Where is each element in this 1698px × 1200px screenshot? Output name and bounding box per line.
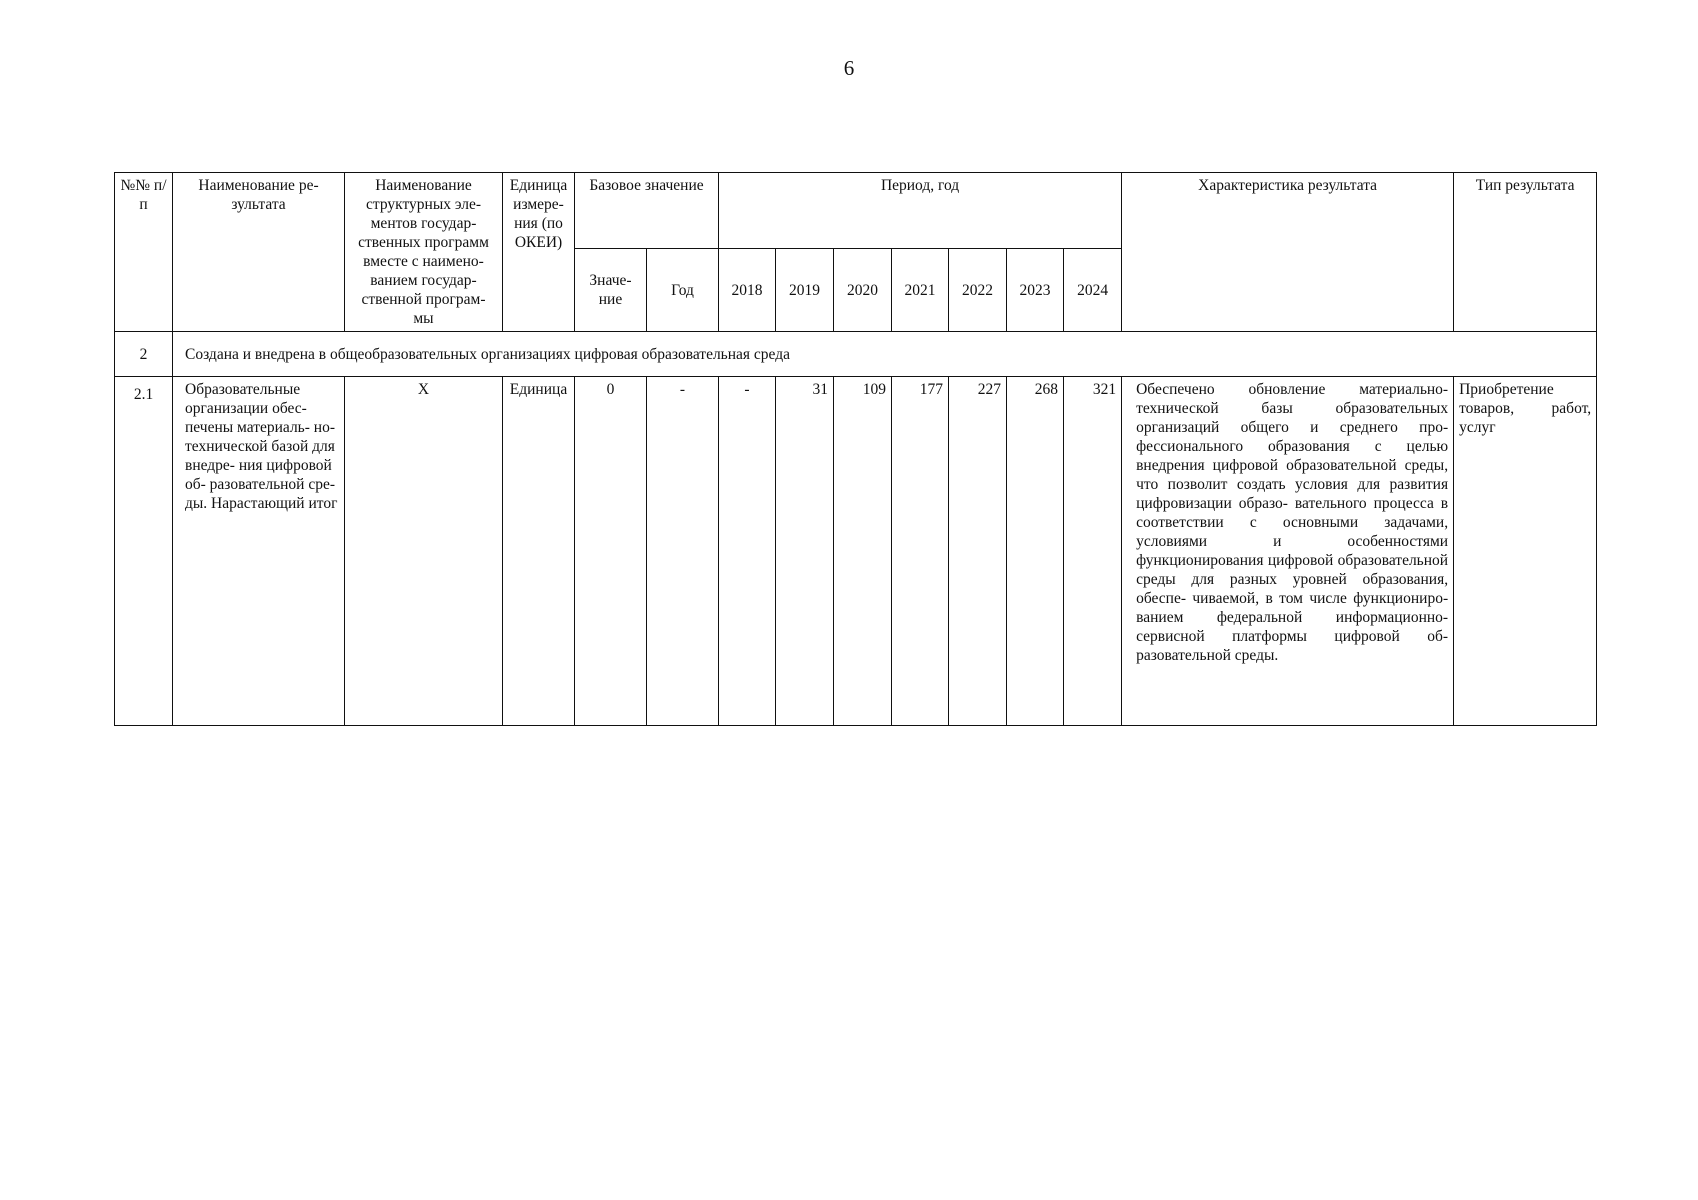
page-number: 6	[843, 56, 855, 80]
header-structural-elements: Наименование структурных эле- ментов государ- ственных программ вместе с наимено- ванием государ- ственной програм- мы	[345, 173, 503, 332]
row-value-2020: 109	[834, 377, 892, 726]
row-value-2023: 268	[1007, 377, 1064, 726]
header-year-2022: 2022	[949, 249, 1007, 332]
section-title: Создана и внедрена в общеобразовательных организациях цифровая образовательная среда	[173, 332, 1597, 377]
header-year-2023: 2023	[1007, 249, 1064, 332]
section-num: 2	[115, 332, 173, 377]
header-result-name: Наименование ре- зультата	[173, 173, 345, 332]
row-unit: Единица	[503, 377, 575, 726]
header-period: Период, год	[719, 173, 1122, 249]
header-year-2018: 2018	[719, 249, 776, 332]
header-year-2019: 2019	[776, 249, 834, 332]
row-structural-elements: X	[345, 377, 503, 726]
row-value-2022: 227	[949, 377, 1007, 726]
header-base-value: Базовое значение	[575, 173, 719, 249]
results-table	[114, 172, 1597, 726]
header-num: №№ п/п	[115, 173, 173, 332]
section-row	[115, 332, 1597, 377]
header-year-2024: 2024	[1064, 249, 1122, 332]
header-result-type: Тип результата	[1454, 173, 1597, 332]
row-characteristic: Обеспечено обновление материально- технической базы образовательных организаций общего и среднего про- фессионального образования с целью внедрения цифровой образовательной среды, что позволит создать условия для развития цифровизации образо- вательного процесса в соответствии с основными задачами, условиями и особенностями функционирования цифровой образовательной среды для разных уровней образования, обеспе- чиваемой, в том числе функциониро- ванием федеральной информационно- сервисной платформы цифровой об- разовательной среды.	[1122, 377, 1454, 726]
row-value-2021: 177	[892, 377, 949, 726]
header-base-value-year: Год	[647, 249, 719, 332]
row-num: 2.1	[115, 377, 173, 726]
row-value-2018: -	[719, 377, 776, 726]
header-characteristic: Характеристика результата	[1122, 173, 1454, 332]
header-row-top	[115, 173, 1597, 249]
row-base-value: 0	[575, 377, 647, 726]
header-year-2021: 2021	[892, 249, 949, 332]
row-base-year: -	[647, 377, 719, 726]
header-year-2020: 2020	[834, 249, 892, 332]
header-unit: Единица измере- ния (по ОКЕИ)	[503, 173, 575, 332]
header-base-value-value: Значе- ние	[575, 249, 647, 332]
row-result-type: Приобретение товаров, работ, услуг	[1454, 377, 1597, 726]
table-row	[115, 377, 1597, 726]
row-value-2024: 321	[1064, 377, 1122, 726]
row-result-name: Образовательные организации обес- печены материаль- но- технической базой для внедре- ния цифровой об- разовательной сре- ды. Нарастающий итог	[173, 377, 345, 726]
row-value-2019: 31	[776, 377, 834, 726]
